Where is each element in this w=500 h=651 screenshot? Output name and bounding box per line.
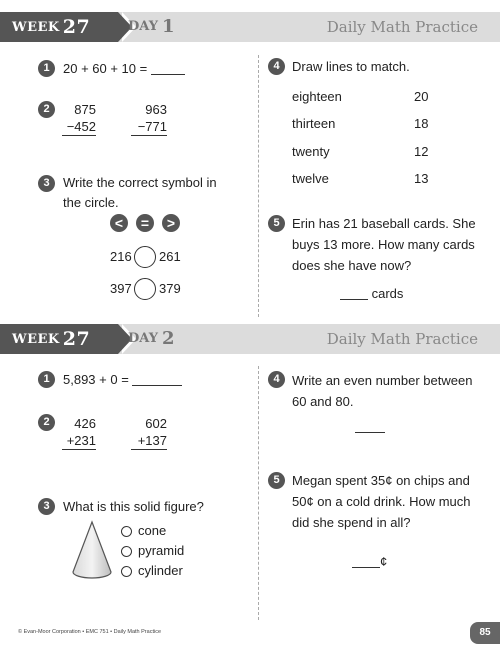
option-label: cylinder bbox=[138, 563, 183, 578]
cone-figure bbox=[70, 520, 114, 582]
question-badge: 5 bbox=[268, 472, 285, 489]
day2-banner bbox=[0, 324, 500, 354]
addition-problem: 602 +137 bbox=[131, 415, 167, 450]
question-text: Write an even number between 60 and 80. bbox=[292, 373, 473, 409]
compare-right: 261 bbox=[159, 249, 181, 264]
match-word: eighteen bbox=[292, 89, 342, 104]
answer-blank[interactable] bbox=[352, 554, 380, 568]
answer-blank[interactable] bbox=[355, 419, 385, 433]
less-than-symbol: < bbox=[110, 214, 128, 232]
question-text: Erin has 21 baseball cards. She buys 13 more. How many cards does she have now? bbox=[292, 216, 476, 273]
page-number: 85 bbox=[470, 622, 500, 644]
question-badge: 5 bbox=[268, 215, 285, 232]
compare-left: 216 bbox=[110, 249, 132, 264]
answer-blank[interactable] bbox=[132, 372, 182, 386]
compare-right: 379 bbox=[159, 281, 181, 296]
question-text: Write the correct symbol in the circle. bbox=[63, 175, 217, 210]
subtraction-problem: 963 −771 bbox=[131, 101, 167, 136]
column-divider bbox=[258, 55, 259, 317]
column-divider bbox=[258, 366, 259, 620]
question-badge: 2 bbox=[38, 101, 55, 118]
match-number: 13 bbox=[414, 171, 429, 186]
addition-problem: 426 +231 bbox=[62, 415, 96, 450]
question-text: Draw lines to match. bbox=[292, 59, 410, 74]
match-word: twenty bbox=[292, 144, 330, 159]
option-label: pyramid bbox=[138, 543, 185, 558]
header-title: Daily Math Practice bbox=[326, 18, 478, 36]
option-radio[interactable] bbox=[121, 546, 132, 557]
header-title: Daily Math Practice bbox=[326, 330, 478, 348]
answer-line: cards bbox=[340, 284, 403, 304]
answer-blank[interactable] bbox=[151, 61, 185, 75]
question-text: Megan spent 35¢ on chips and 50¢ on a cold drink. How much did she spend in all? bbox=[292, 473, 471, 530]
compare-circle[interactable] bbox=[134, 278, 156, 300]
compare-left: 397 bbox=[110, 281, 132, 296]
week-label: WEEK 27 bbox=[12, 16, 91, 38]
subtraction-problem: 875 −452 bbox=[62, 101, 96, 136]
week-label: WEEK 27 bbox=[12, 328, 91, 350]
compare-circle[interactable] bbox=[134, 246, 156, 268]
answer-line: ¢ bbox=[352, 552, 387, 572]
footer-credit: © Evan-Moor Corporation • EMC 751 • Daily Math Practice bbox=[18, 629, 162, 635]
day1-banner bbox=[0, 12, 500, 42]
option-radio[interactable] bbox=[121, 526, 132, 537]
question-text: 5,893 + 0 = bbox=[63, 370, 182, 390]
question-badge: 4 bbox=[268, 58, 285, 75]
equals-symbol: = bbox=[136, 214, 154, 232]
question-text: 20 + 60 + 10 = bbox=[63, 59, 185, 79]
question-text: What is this solid figure? bbox=[63, 499, 204, 514]
match-number: 20 bbox=[414, 89, 429, 104]
question-badge: 3 bbox=[38, 175, 55, 192]
day-label: DAY 2 bbox=[128, 328, 175, 349]
question-badge: 1 bbox=[38, 60, 55, 77]
question-badge: 3 bbox=[38, 498, 55, 515]
greater-than-symbol: > bbox=[162, 214, 180, 232]
answer-blank[interactable] bbox=[340, 286, 368, 300]
day-label: DAY 1 bbox=[128, 16, 175, 37]
option-label: cone bbox=[138, 523, 167, 538]
option-radio[interactable] bbox=[121, 566, 132, 577]
match-word: twelve bbox=[292, 171, 329, 186]
match-number: 18 bbox=[414, 116, 429, 131]
match-word: thirteen bbox=[292, 116, 336, 131]
question-badge: 4 bbox=[268, 371, 285, 388]
match-number: 12 bbox=[414, 144, 429, 159]
question-badge: 2 bbox=[38, 414, 55, 431]
question-badge: 1 bbox=[38, 371, 55, 388]
